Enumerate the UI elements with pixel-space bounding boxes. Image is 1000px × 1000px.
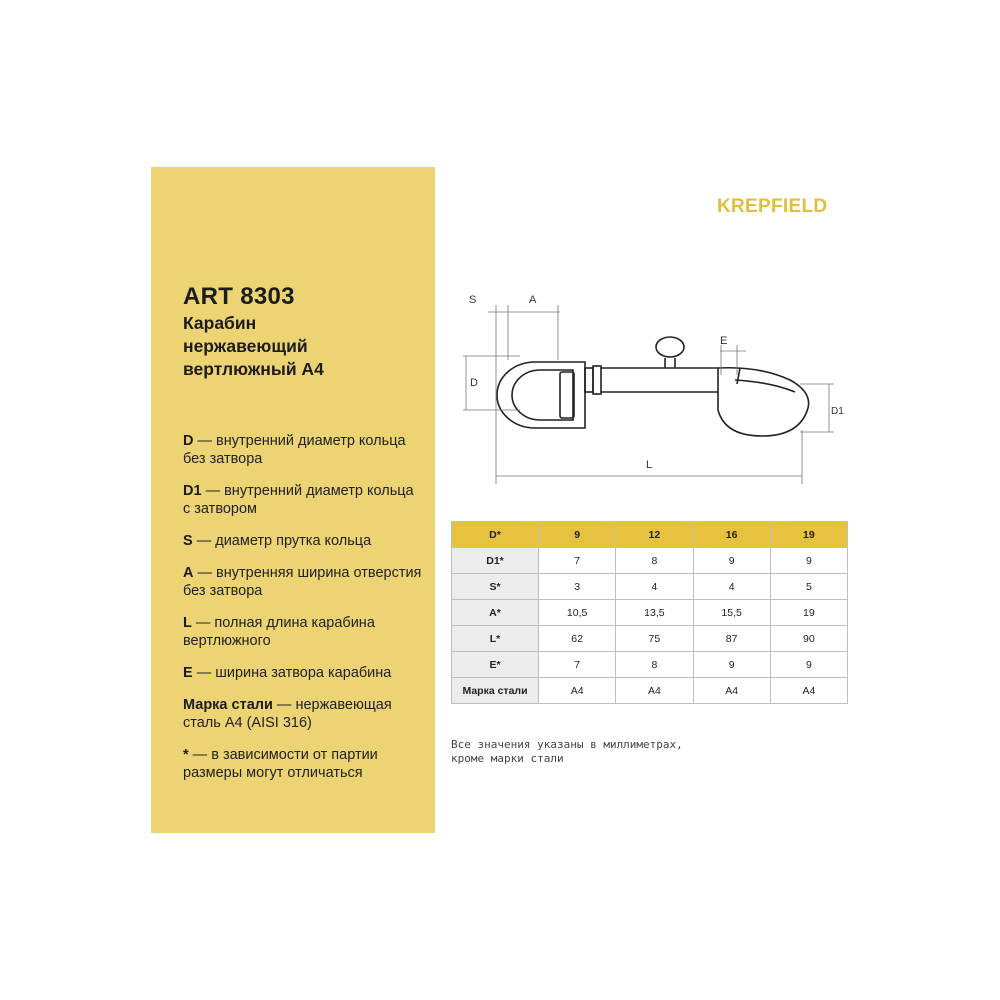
table-row — [452, 652, 848, 678]
table-cell: 9 — [770, 652, 847, 678]
table-row — [452, 678, 848, 704]
swivel-collar — [593, 366, 601, 394]
thumb-knob — [656, 337, 684, 357]
table-cell: 5 — [770, 574, 847, 600]
definitions-list — [183, 432, 423, 782]
table-cell: 4 — [693, 574, 770, 600]
dim-label-d1: D1 — [831, 406, 844, 417]
table-cell: 9 — [693, 548, 770, 574]
brand-logo: KREPFIELD — [717, 196, 828, 217]
carabiner-diagram — [455, 290, 855, 490]
table-cell: A4 — [770, 678, 847, 704]
table-row-label: L* — [452, 626, 539, 652]
definition-asterisk: * — в зависимости от партии размеры могут отличаться — [183, 747, 378, 781]
table-header-cell: 9 — [539, 522, 616, 548]
definition-e: E — ширина затвора карабина — [183, 665, 392, 681]
table-row-label: A* — [452, 600, 539, 626]
table-cell: 7 — [539, 652, 616, 678]
dim-label-l: L — [646, 459, 653, 471]
definition-d1: D1 — внутренний диаметр кольца с затвором — [183, 483, 414, 517]
table-cell: 3 — [539, 574, 616, 600]
table-row-label: Марка стали — [452, 678, 539, 704]
definition-d: D — внутренний диаметр кольца без затвора — [183, 433, 406, 467]
table-cell: 4 — [616, 574, 693, 600]
table-cell: A4 — [693, 678, 770, 704]
definition-l: L — полная длина карабина вертлюжного — [183, 615, 375, 649]
table-cell: 7 — [539, 548, 616, 574]
hook-outer — [718, 368, 809, 436]
table-cell: 15,5 — [693, 600, 770, 626]
product-article: ART 8303 — [183, 283, 295, 310]
table-header-cell: 16 — [693, 522, 770, 548]
definition-a: A — внутренняя ширина отверстия без затвора — [183, 565, 422, 599]
table-row-label: E* — [452, 652, 539, 678]
dim-label-e: E — [720, 335, 728, 347]
eye-insert — [560, 372, 574, 418]
table-cell: 9 — [770, 548, 847, 574]
table-cell: 9 — [693, 652, 770, 678]
table-row — [452, 574, 848, 600]
swivel-joint — [585, 368, 593, 392]
table-row — [452, 548, 848, 574]
table-header-cell: 19 — [770, 522, 847, 548]
product-title: Карабин нержавеющий вертлюжный А4 — [183, 313, 324, 379]
definition-steel-grade: Марка стали — нержавеющая сталь А4 (AISI 316) — [183, 697, 392, 731]
eye-ring-inner — [512, 370, 573, 420]
table-cell: 90 — [770, 626, 847, 652]
table-row — [452, 600, 848, 626]
table-cell: 19 — [770, 600, 847, 626]
table-row-label: S* — [452, 574, 539, 600]
dim-label-d: D — [470, 377, 478, 389]
spec-table — [451, 521, 848, 704]
dim-label-a: A — [529, 294, 537, 306]
table-header-cell: 12 — [616, 522, 693, 548]
table-cell: 62 — [539, 626, 616, 652]
table-cell: A4 — [539, 678, 616, 704]
table-cell: A4 — [616, 678, 693, 704]
definition-s: S — диаметр прутка кольца — [183, 533, 372, 549]
table-header-row — [452, 522, 848, 548]
dim-label-s: S — [469, 294, 477, 306]
table-cell: 8 — [616, 652, 693, 678]
table-row-label: D1* — [452, 548, 539, 574]
units-note: Все значения указаны в миллиметрах, кроме марки стали — [451, 738, 683, 765]
table-cell: 75 — [616, 626, 693, 652]
barrel-body — [601, 368, 718, 392]
table-cell: 8 — [616, 548, 693, 574]
table-cell: 10,5 — [539, 600, 616, 626]
table-cell: 13,5 — [616, 600, 693, 626]
table-row — [452, 626, 848, 652]
table-cell: 87 — [693, 626, 770, 652]
table-header-cell: D* — [452, 522, 539, 548]
